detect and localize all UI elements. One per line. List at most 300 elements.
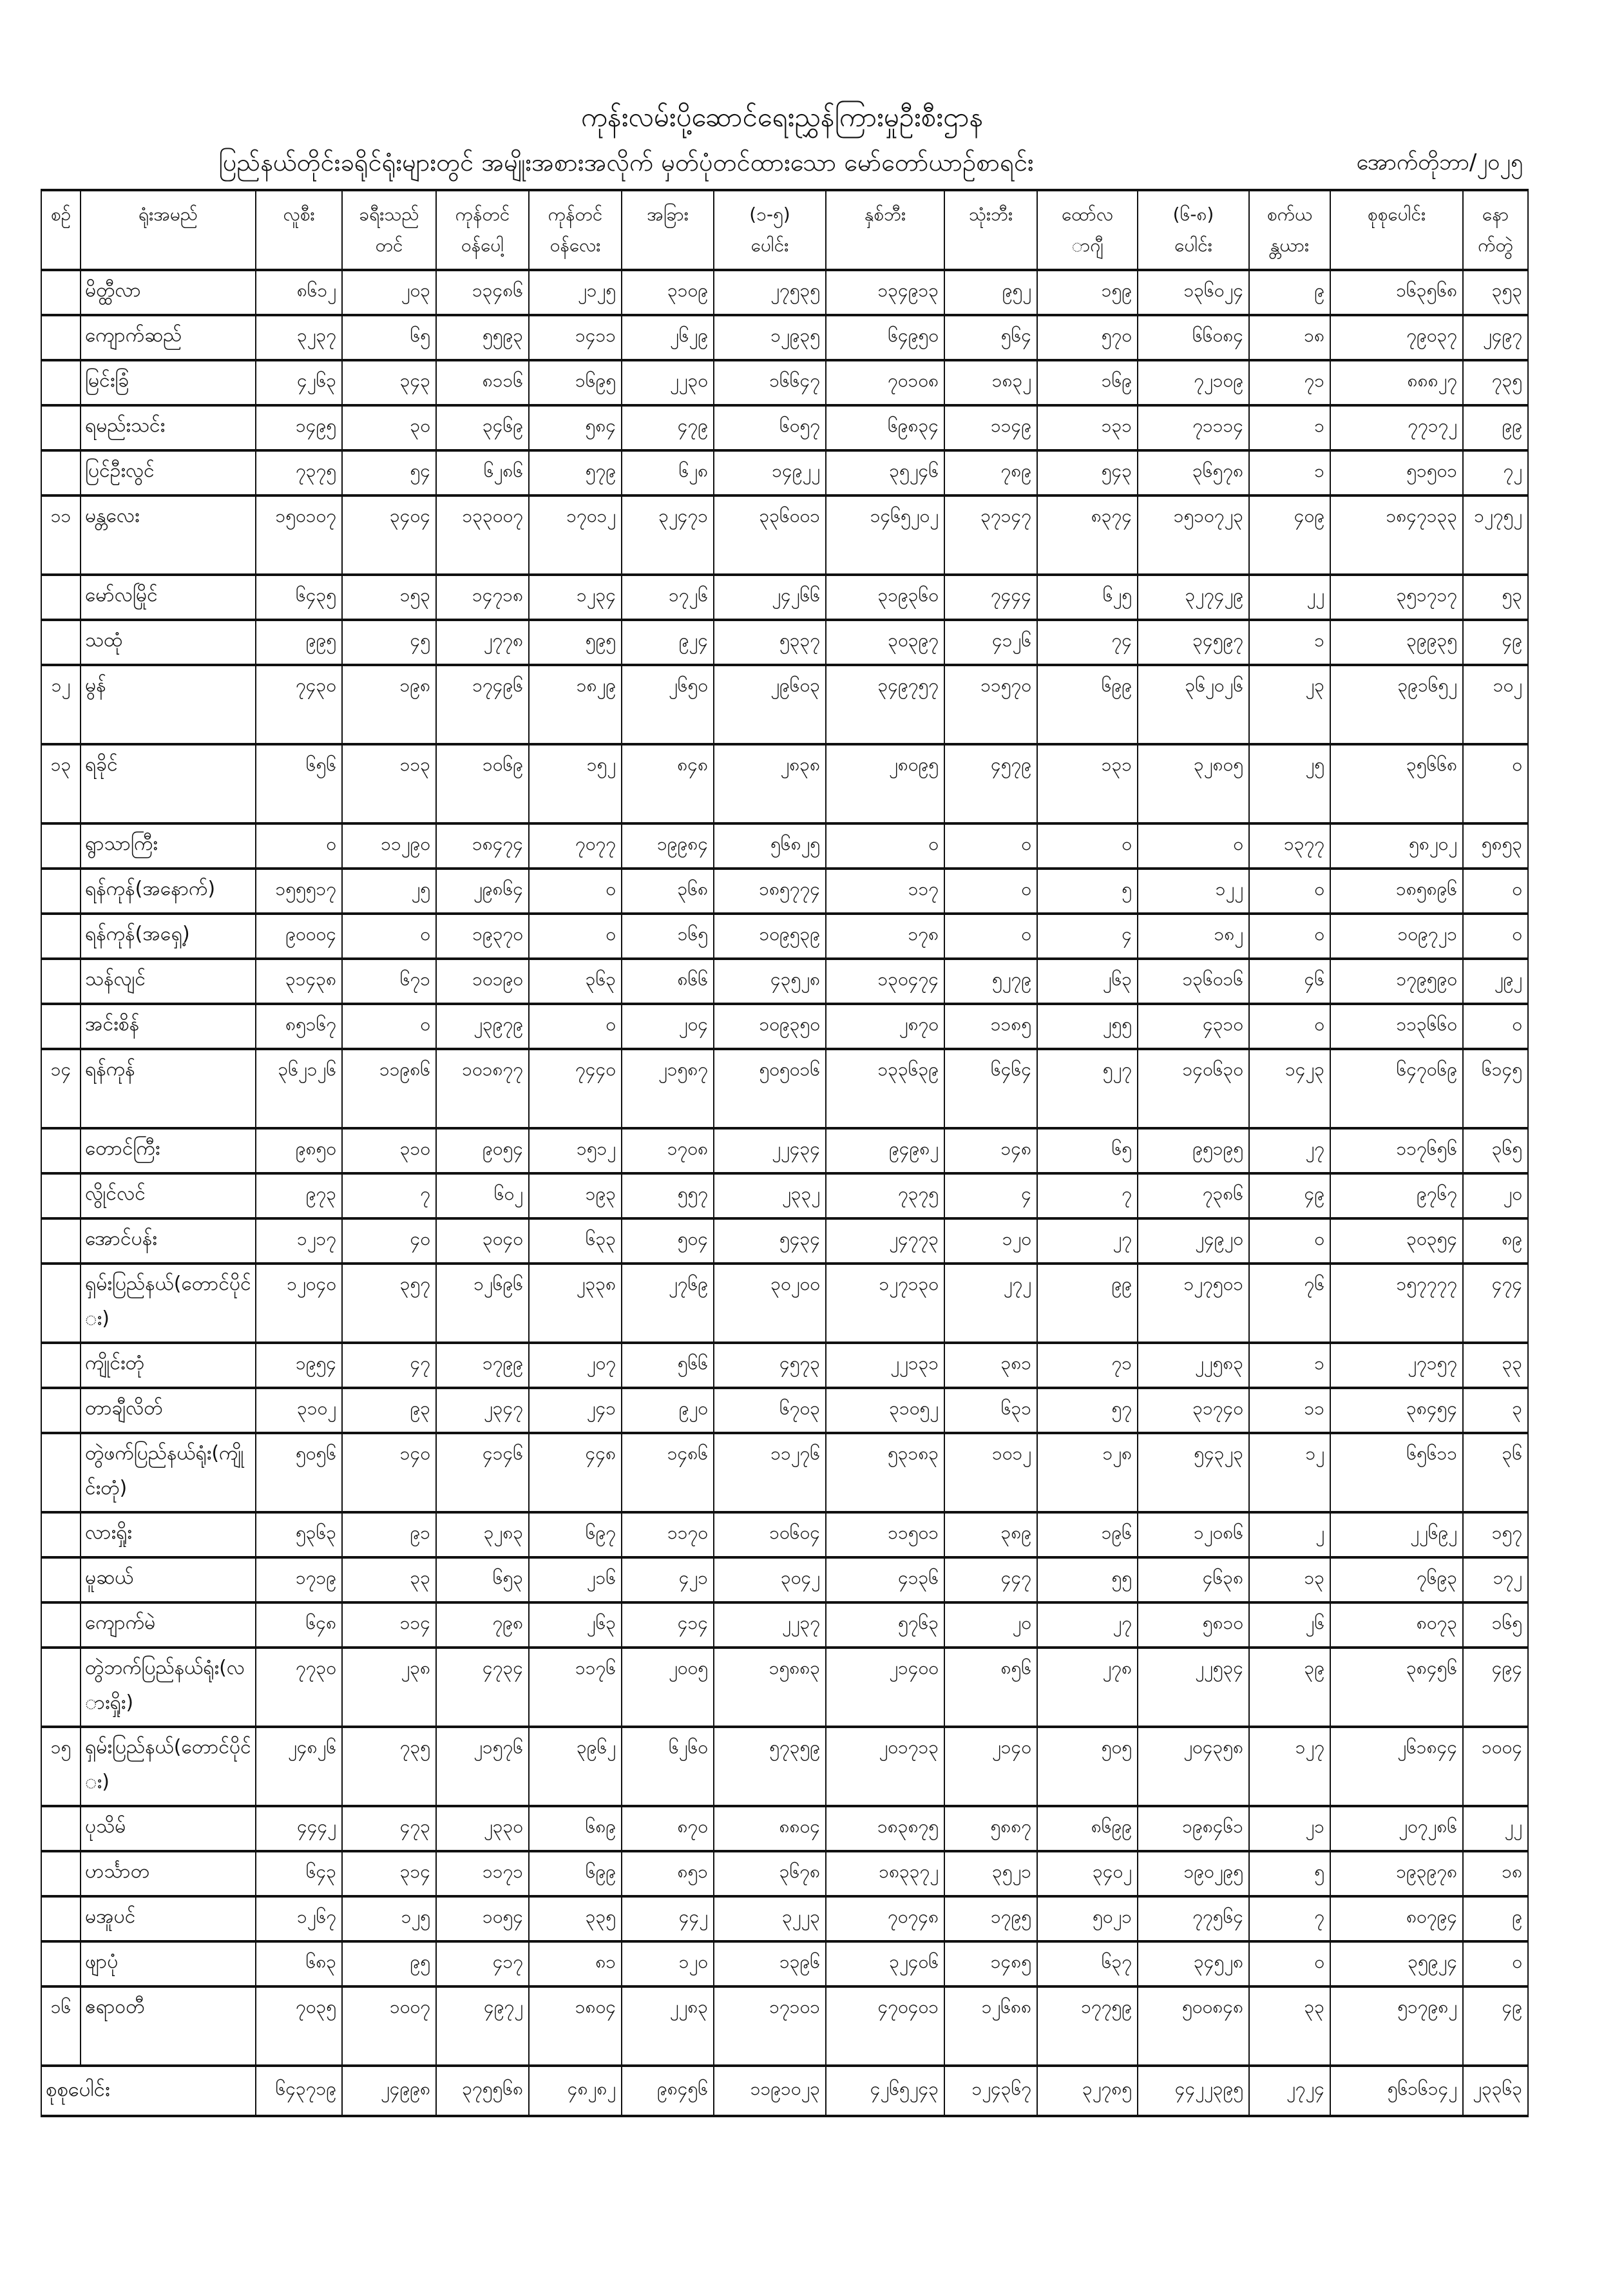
- value-trailer: ၁၆၅: [1491, 1612, 1522, 1633]
- cell-two-wheeler: [826, 823, 944, 869]
- table-row: [41, 1557, 1528, 1602]
- cell-tractor: [1037, 914, 1138, 959]
- cell-heavy-truck: [529, 744, 622, 823]
- cell-light-truck: [436, 1343, 529, 1388]
- value-three-wheeler: ၂၀: [1012, 1612, 1031, 1633]
- total-cell-trailer: [1463, 2066, 1528, 2116]
- value-light-truck: ၁၃၃၀၀၇: [462, 505, 523, 526]
- total-value-tractor: ၃၂၇၈၅: [1082, 2078, 1132, 2099]
- cell-grand-total: [1330, 1433, 1463, 1512]
- value-other: ၁၄၈၆: [667, 1443, 708, 1464]
- table-row: [41, 1218, 1528, 1264]
- total-value-grand-total: ၅၆၁၆၁၄၂: [1387, 2078, 1457, 2099]
- cell-grand-total: [1330, 1602, 1463, 1648]
- value-other: ၄၄၂: [678, 1906, 708, 1927]
- value-tractor: ၅၄၃: [1101, 460, 1132, 481]
- cell-three-wheeler: [944, 665, 1037, 744]
- value-light-truck: ၂၇၇၈: [483, 630, 523, 651]
- cell-tractor: [1037, 315, 1138, 360]
- table-row: [41, 575, 1528, 620]
- value-tractor: ၀: [1122, 833, 1132, 854]
- value-passenger-bus: ၂၀၃: [401, 280, 430, 301]
- row-number-cell: [41, 1049, 81, 1128]
- value-passenger-car: ၃၁၄၃၈: [285, 968, 336, 990]
- value-other: ၈၅၁: [677, 1861, 708, 1882]
- cell-machinery: [1249, 1727, 1330, 1806]
- office-name: မအူပင်: [85, 1905, 136, 1928]
- row-number-cell: [41, 1343, 81, 1388]
- cell-light-truck: [436, 1557, 529, 1602]
- value-heavy-truck: ၀: [606, 923, 616, 945]
- value-heavy-truck: ၂၁၆: [586, 1567, 616, 1588]
- cell-tractor: [1037, 495, 1138, 575]
- cell-subtotal-1-5: [714, 1173, 826, 1218]
- column-header-other: [622, 190, 714, 270]
- cell-heavy-truck: [529, 1941, 622, 1986]
- cell-heavy-truck: [529, 360, 622, 405]
- office-name-cell: [81, 1602, 256, 1648]
- column-header-passenger-car: [256, 190, 342, 270]
- value-heavy-truck: ၅၉၅: [585, 630, 616, 651]
- value-other: ၉၂၀: [678, 1398, 708, 1419]
- value-tractor: ၇၁: [1111, 1352, 1132, 1374]
- value-light-truck: ၁၀၅၄: [482, 1906, 523, 1927]
- office-name-cell: [81, 1004, 256, 1049]
- table-row: [41, 315, 1528, 360]
- cell-three-wheeler: [944, 823, 1037, 869]
- value-passenger-car: ၁၄၉၅: [296, 415, 336, 436]
- value-light-truck: ၆၂၈၆: [483, 460, 523, 481]
- row-number: ၁၆: [50, 1996, 72, 2017]
- value-passenger-car: ၈၅၁၆၇: [285, 1014, 336, 1035]
- value-three-wheeler: ၀: [1021, 878, 1031, 899]
- total-cell-passenger-bus: [342, 2066, 436, 2116]
- cell-trailer: [1463, 1388, 1528, 1433]
- cell-two-wheeler: [826, 360, 944, 405]
- cell-three-wheeler: [944, 620, 1037, 665]
- cell-subtotal-1-5: [714, 575, 826, 620]
- value-other: ၂၁၅၈၇: [658, 1059, 708, 1080]
- column-header-label: စဉ်: [50, 204, 72, 225]
- cell-three-wheeler: [944, 1264, 1037, 1343]
- total-cell-light-truck: [436, 2066, 529, 2116]
- value-tractor: ၁၃၁: [1101, 415, 1132, 436]
- cell-passenger-bus: [342, 405, 436, 450]
- value-two-wheeler: ၂၈၀၉၅: [889, 754, 939, 775]
- value-heavy-truck: ၇၄၄၀: [575, 1059, 616, 1080]
- row-number-cell: [41, 823, 81, 869]
- table-row: [41, 1343, 1528, 1388]
- value-machinery: ၂: [1315, 1522, 1324, 1543]
- cell-machinery: [1249, 1433, 1330, 1512]
- cell-subtotal-6-8: [1138, 1343, 1249, 1388]
- total-cell-other: [622, 2066, 714, 2116]
- value-grand-total: ၃၅၉၂၄: [1408, 1951, 1457, 1972]
- value-passenger-bus: ၁၂၅: [401, 1906, 430, 1927]
- row-number: [42, 1175, 80, 1180]
- value-trailer: ၀: [1512, 1951, 1522, 1972]
- value-light-truck: ၁၇၄၉၆: [472, 675, 523, 696]
- cell-three-wheeler: [944, 914, 1037, 959]
- cell-trailer: [1463, 1896, 1528, 1941]
- row-number-cell: [41, 1128, 81, 1173]
- cell-light-truck: [436, 1433, 529, 1512]
- office-name: ဟင်္သာတ: [85, 1860, 149, 1883]
- cell-tractor: [1037, 1602, 1138, 1648]
- cell-grand-total: [1330, 1388, 1463, 1433]
- total-value-passenger-car: ၆၄၃၇၁၉: [275, 2078, 336, 2099]
- cell-subtotal-6-8: [1138, 1851, 1249, 1896]
- table-row: [41, 914, 1528, 959]
- value-passenger-bus: ၂၅: [411, 878, 430, 899]
- table-row: [41, 1264, 1528, 1343]
- value-trailer: ၉: [1512, 1906, 1522, 1927]
- value-machinery: ၄၀၉: [1294, 505, 1324, 526]
- cell-passenger-car: [256, 315, 342, 360]
- value-three-wheeler: ၁၁၈၅: [990, 1014, 1031, 1035]
- cell-three-wheeler: [944, 1218, 1037, 1264]
- cell-grand-total: [1330, 1128, 1463, 1173]
- value-subtotal-1-5: ၂၉၆၀၃: [770, 675, 820, 696]
- cell-tractor: [1037, 1851, 1138, 1896]
- value-machinery: ၂၇: [1305, 1138, 1324, 1159]
- office-name-cell: [81, 959, 256, 1004]
- value-grand-total: ၁၉၃၉၇၈: [1396, 1861, 1457, 1882]
- cell-machinery: [1249, 1806, 1330, 1851]
- cell-passenger-car: [256, 1004, 342, 1049]
- cell-machinery: [1249, 665, 1330, 744]
- value-subtotal-1-5: ၁၀၉၃၅၀: [759, 1014, 820, 1035]
- value-passenger-car: ၂၄၈၂၆: [287, 1736, 336, 1758]
- cell-trailer: [1463, 1602, 1528, 1648]
- column-header-label: လူစီး: [283, 204, 315, 225]
- cell-trailer: [1463, 360, 1528, 405]
- value-grand-total: ၂၇၁၅၇: [1408, 1352, 1457, 1374]
- cell-passenger-car: [256, 1851, 342, 1896]
- value-machinery: ၁၂၇: [1295, 1736, 1324, 1758]
- value-light-truck: ၂၃၄၇: [483, 1398, 523, 1419]
- value-machinery: ၁၃: [1304, 1567, 1324, 1588]
- row-number-cell: [41, 1648, 81, 1727]
- value-other: ၁၆၅: [677, 923, 708, 945]
- row-number-cell: [41, 360, 81, 405]
- cell-passenger-bus: [342, 744, 436, 823]
- cell-grand-total: [1330, 1004, 1463, 1049]
- value-heavy-truck: ၆၉၇: [585, 1522, 616, 1543]
- cell-trailer: [1463, 315, 1528, 360]
- cell-heavy-truck: [529, 959, 622, 1004]
- value-other: ၄၇၉: [677, 415, 708, 436]
- value-trailer: ၁၅၇: [1491, 1522, 1522, 1543]
- table-row: [41, 1941, 1528, 1986]
- value-subtotal-6-8: ၅၄၃၂၃: [1194, 1443, 1243, 1464]
- value-heavy-truck: ၁၅၂: [586, 754, 616, 775]
- value-passenger-car: ၄၄၄၂: [296, 1816, 336, 1837]
- cell-passenger-bus: [342, 495, 436, 575]
- cell-passenger-car: [256, 1648, 342, 1727]
- value-two-wheeler: ၆၄၉၅၀: [888, 325, 939, 346]
- value-tractor: ၂၇: [1113, 1612, 1132, 1633]
- cell-passenger-bus: [342, 575, 436, 620]
- column-header-heavy-truck: [529, 190, 622, 270]
- cell-passenger-car: [256, 360, 342, 405]
- office-name: လွိုင်လင်: [85, 1182, 146, 1205]
- value-subtotal-6-8: ၃၂၈၀၅: [1194, 754, 1243, 775]
- row-number-cell: [41, 1512, 81, 1557]
- value-light-truck: ၆၀၂: [493, 1183, 523, 1204]
- cell-two-wheeler: [826, 1648, 944, 1727]
- table-row: [41, 959, 1528, 1004]
- column-header-label: ရုံးအမည်: [139, 204, 198, 225]
- value-passenger-car: ၄၂၆၃: [296, 370, 336, 391]
- value-heavy-truck: ၅၈၄: [585, 415, 616, 436]
- cell-three-wheeler: [944, 360, 1037, 405]
- value-machinery: ၁၈: [1304, 325, 1324, 346]
- cell-three-wheeler: [944, 270, 1037, 315]
- cell-grand-total: [1330, 1648, 1463, 1727]
- value-subtotal-6-8: ၁၃၆၀၁၆: [1182, 968, 1243, 990]
- office-name-cell: [81, 620, 256, 665]
- value-heavy-truck: ၂၆၃: [586, 1612, 616, 1633]
- cell-tractor: [1037, 270, 1138, 315]
- value-passenger-bus: ၆၅: [410, 325, 430, 346]
- value-three-wheeler: ၄၅၇၉: [991, 754, 1031, 775]
- cell-grand-total: [1330, 620, 1463, 665]
- value-two-wheeler: ၆၉၈၃၄: [888, 415, 939, 436]
- value-tractor: ၅၇: [1111, 1398, 1132, 1419]
- value-three-wheeler: ၇၄၄၄: [991, 584, 1031, 606]
- value-passenger-car: ၇၀၃၅: [296, 1996, 336, 2017]
- value-machinery: ၀: [1314, 1228, 1324, 1249]
- value-other: ၁၂၀: [678, 1951, 708, 1972]
- cell-light-truck: [436, 665, 529, 744]
- cell-subtotal-6-8: [1138, 1512, 1249, 1557]
- value-two-wheeler: ၁၄၆၅၂၀၂: [870, 505, 939, 526]
- row-number-cell: [41, 1004, 81, 1049]
- total-value-passenger-bus: ၂၄၉၉၈: [381, 2078, 430, 2099]
- value-subtotal-1-5: ၁၄၉၂၂: [772, 460, 820, 481]
- cell-passenger-bus: [342, 959, 436, 1004]
- cell-heavy-truck: [529, 405, 622, 450]
- office-name-cell: [81, 405, 256, 450]
- row-number: [42, 1898, 80, 1903]
- value-heavy-truck: ၃၉၆၂: [576, 1736, 616, 1758]
- value-three-wheeler: ၀: [1021, 833, 1031, 854]
- cell-subtotal-1-5: [714, 1986, 826, 2066]
- table-row: [41, 1173, 1528, 1218]
- cell-trailer: [1463, 1557, 1528, 1602]
- cell-three-wheeler: [944, 1004, 1037, 1049]
- cell-heavy-truck: [529, 1343, 622, 1388]
- office-name: မွန်: [85, 674, 106, 697]
- office-name: ရန်ကုန်(အနောက်): [85, 878, 216, 900]
- value-machinery: ၁၃၇၇: [1284, 833, 1324, 854]
- value-tractor: ၈၆၉၉: [1091, 1816, 1132, 1837]
- value-passenger-bus: ၄၀: [410, 1228, 430, 1249]
- cell-passenger-car: [256, 270, 342, 315]
- value-subtotal-1-5: ၃၃၆၀၀၁: [759, 505, 820, 526]
- value-machinery: ၃၉: [1304, 1657, 1324, 1678]
- cell-grand-total: [1330, 1343, 1463, 1388]
- value-passenger-car: ၆၄၈: [305, 1612, 336, 1633]
- cell-three-wheeler: [944, 1851, 1037, 1896]
- cell-passenger-bus: [342, 869, 436, 914]
- header-row: [41, 190, 1528, 270]
- column-header-label: အခြား: [647, 204, 689, 225]
- cell-heavy-truck: [529, 1851, 622, 1896]
- office-name-cell: [81, 1896, 256, 1941]
- value-tractor: ၅၂၇: [1102, 1059, 1132, 1080]
- value-subtotal-6-8: ၃၄၅၉၇: [1192, 630, 1243, 651]
- cell-heavy-truck: [529, 1648, 622, 1727]
- value-tractor: ၂၇၈: [1102, 1657, 1132, 1678]
- office-name: ဖျာပုံ: [85, 1950, 119, 1973]
- cell-tractor: [1037, 1941, 1138, 1986]
- value-subtotal-1-5: ၂၇၅၃၅: [770, 280, 820, 301]
- row-number: [42, 1130, 80, 1135]
- table-header: [41, 190, 1528, 270]
- office-name: ကျောက်ဆည်: [85, 324, 182, 347]
- cell-tractor: [1037, 1557, 1138, 1602]
- cell-two-wheeler: [826, 869, 944, 914]
- cell-passenger-bus: [342, 1433, 436, 1512]
- row-number: [42, 1807, 80, 1813]
- value-other: ၈၄၈: [677, 754, 708, 775]
- column-header-two-wheeler: [826, 190, 944, 270]
- row-number-cell: [41, 1218, 81, 1264]
- value-other: ၆၂၈: [678, 460, 708, 481]
- cell-light-truck: [436, 1851, 529, 1896]
- cell-heavy-truck: [529, 1512, 622, 1557]
- cell-heavy-truck: [529, 1727, 622, 1806]
- total-value-three-wheeler: ၁၂၄၃၆၇: [971, 2078, 1031, 2099]
- value-machinery: ၀: [1314, 878, 1324, 899]
- value-machinery: ၃၃: [1304, 1996, 1324, 2017]
- table-row: [41, 1388, 1528, 1433]
- cell-two-wheeler: [826, 620, 944, 665]
- value-subtotal-1-5: ၁၆၆၄၇: [769, 370, 820, 391]
- value-other: ၂၀၄: [678, 1014, 708, 1035]
- column-header-label: ကုန်တင် ဝန်ပေါ့: [455, 204, 510, 256]
- cell-other: [622, 914, 714, 959]
- value-tractor: ၁၉၆: [1101, 1522, 1132, 1543]
- value-trailer: ၉၉: [1502, 415, 1522, 436]
- row-number-cell: [41, 1896, 81, 1941]
- value-passenger-bus: ၀: [420, 923, 430, 945]
- cell-passenger-car: [256, 914, 342, 959]
- cell-subtotal-6-8: [1138, 1557, 1249, 1602]
- cell-subtotal-6-8: [1138, 450, 1249, 495]
- cell-passenger-bus: [342, 1557, 436, 1602]
- value-grand-total: ၁၇၉၅၉၀: [1396, 968, 1457, 990]
- value-grand-total: ၃၅၁၇၁၇: [1396, 584, 1457, 606]
- cell-machinery: [1249, 1049, 1330, 1128]
- cell-other: [622, 1941, 714, 1986]
- cell-tractor: [1037, 1004, 1138, 1049]
- cell-two-wheeler: [826, 450, 944, 495]
- cell-trailer: [1463, 495, 1528, 575]
- value-light-truck: ၁၈၄၇၄: [472, 833, 523, 854]
- cell-trailer: [1463, 665, 1528, 744]
- value-passenger-bus: ၁၁၉၈၆: [379, 1059, 430, 1080]
- cell-machinery: [1249, 360, 1330, 405]
- cell-grand-total: [1330, 665, 1463, 744]
- row-number-cell: [41, 1851, 81, 1896]
- value-machinery: ၇၆: [1304, 1273, 1324, 1294]
- cell-passenger-bus: [342, 823, 436, 869]
- cell-light-truck: [436, 405, 529, 450]
- value-machinery: ၅: [1314, 1861, 1324, 1882]
- value-heavy-truck: ၁၅၁၂: [576, 1138, 616, 1159]
- value-three-wheeler: ၁၇၉၅: [991, 1906, 1031, 1927]
- office-name: ရှမ်းပြည်နယ်(တောင်ပိုင်း): [85, 1273, 251, 1330]
- value-passenger-bus: ၉၃: [410, 1398, 430, 1419]
- cell-other: [622, 1264, 714, 1343]
- cell-three-wheeler: [944, 495, 1037, 575]
- total-value-machinery: ၂၇၂၄: [1286, 2078, 1324, 2099]
- value-subtotal-1-5: ၁၂၉၃၅: [770, 325, 820, 346]
- value-grand-total: ၈၀၇၉၄: [1406, 1906, 1457, 1927]
- value-subtotal-1-5: ၄၅၇၃: [779, 1352, 820, 1374]
- row-number-cell: [41, 744, 81, 823]
- row-number-cell: [41, 959, 81, 1004]
- value-tractor: ၁၂၈: [1102, 1443, 1132, 1464]
- value-three-wheeler: ၁၄၈: [1000, 1138, 1031, 1159]
- cell-machinery: [1249, 869, 1330, 914]
- value-two-wheeler: ၃၀၃၉၇: [888, 630, 939, 651]
- value-two-wheeler: ၁၁၇: [908, 878, 939, 899]
- column-header-label: ကုန်တင် ဝန်လေး: [548, 204, 603, 256]
- column-header-label: စက်ယ န္တယား: [1266, 204, 1313, 256]
- office-name: ကျောက်မဲ: [85, 1611, 156, 1634]
- value-passenger-bus: ၃၃: [410, 1567, 430, 1588]
- office-name-cell: [81, 495, 256, 575]
- cell-trailer: [1463, 1433, 1528, 1512]
- office-name: ရှမ်းပြည်နယ်(တောင်ပိုင်း): [85, 1736, 251, 1793]
- cell-light-truck: [436, 744, 529, 823]
- cell-passenger-bus: [342, 1851, 436, 1896]
- row-number-cell: [41, 620, 81, 665]
- cell-machinery: [1249, 620, 1330, 665]
- value-tractor: ၆၂၅: [1102, 584, 1132, 606]
- value-grand-total: ၃၈၄၅၄: [1406, 1398, 1457, 1419]
- cell-tractor: [1037, 1648, 1138, 1727]
- cell-subtotal-1-5: [714, 1049, 826, 1128]
- value-subtotal-6-8: ၁၄၀၆၃၀: [1182, 1059, 1243, 1080]
- cell-subtotal-6-8: [1138, 575, 1249, 620]
- office-name: မူဆယ်: [85, 1566, 134, 1589]
- value-light-truck: ၂၉၈၆၄: [473, 878, 523, 899]
- total-cell-machinery: [1249, 2066, 1330, 2116]
- cell-subtotal-6-8: [1138, 1173, 1249, 1218]
- value-other: ၂၂၈၃: [669, 1996, 708, 2017]
- office-name-cell: [81, 1173, 256, 1218]
- cell-light-truck: [436, 495, 529, 575]
- value-two-wheeler: ၂၀၁၇၁၃: [879, 1736, 939, 1758]
- value-passenger-bus: ၆၇၁: [399, 968, 430, 990]
- cell-light-truck: [436, 1896, 529, 1941]
- value-machinery: ၇: [1314, 1906, 1324, 1927]
- total-value-subtotal-6-8: ၄၄၂၂၃၉၅: [1174, 2078, 1243, 2099]
- cell-other: [622, 495, 714, 575]
- value-three-wheeler: ၈၅၆: [1000, 1657, 1031, 1678]
- row-number: [42, 1344, 80, 1349]
- row-number: [42, 915, 80, 920]
- column-header-label: သုံးဘီး: [968, 204, 1013, 225]
- office-name-cell: [81, 1986, 256, 2066]
- value-subtotal-6-8: ၃၁၇၄၀: [1192, 1398, 1243, 1419]
- cell-three-wheeler: [944, 1557, 1037, 1602]
